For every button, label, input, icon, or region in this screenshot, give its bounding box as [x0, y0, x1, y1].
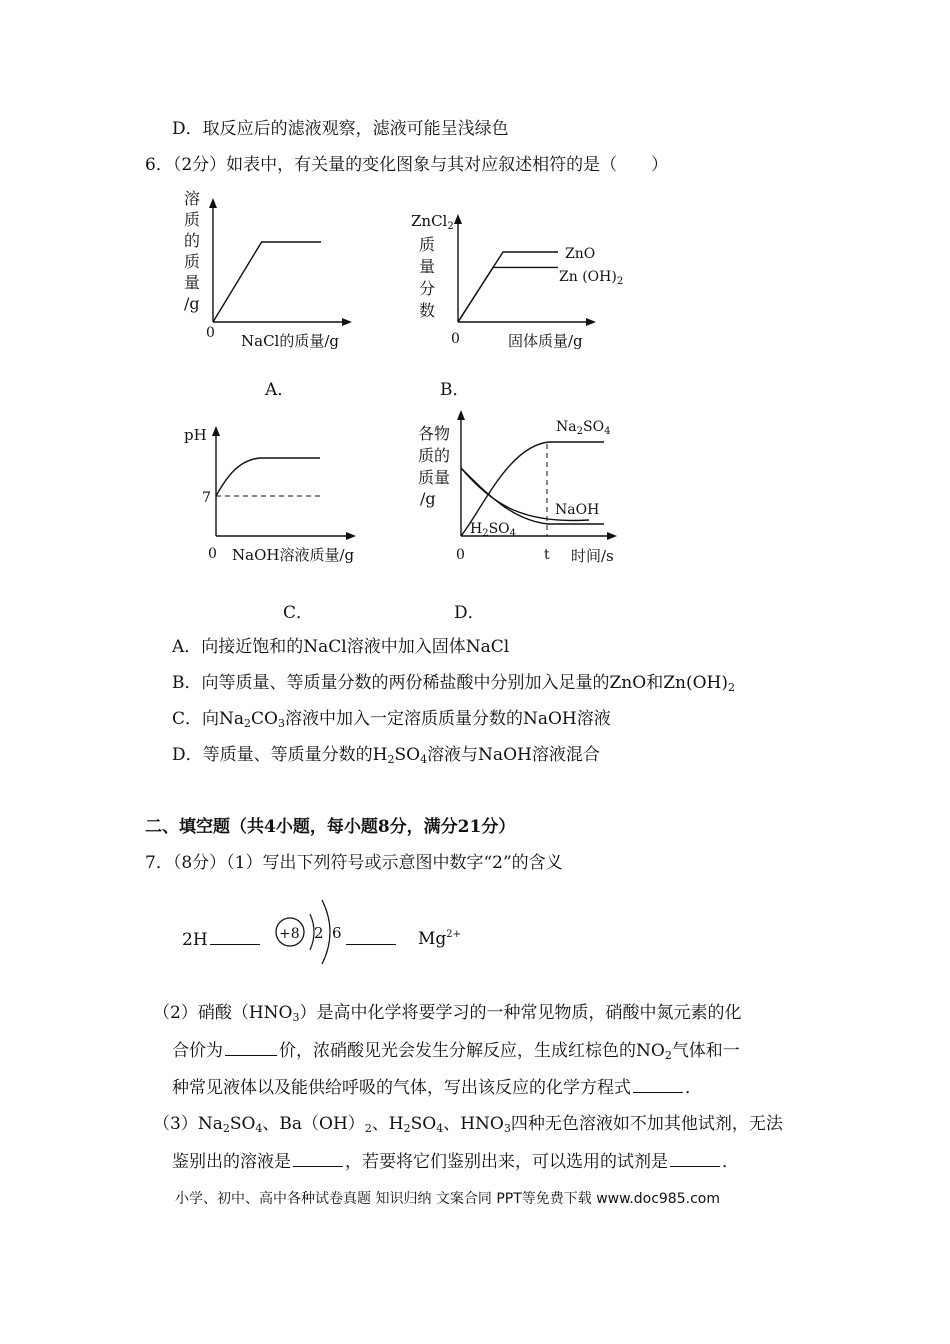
q7-symbol-2h: 2H — [182, 928, 262, 951]
chart-c-xlabel: NaOH溶液质量/g — [232, 546, 355, 564]
chart-c-ylabel: pH — [184, 426, 207, 444]
shell-1-electrons: 2 — [314, 924, 324, 942]
chart-d-ylabel-2: 质的 — [418, 446, 451, 465]
chart-a-ylabel-2: 质 — [184, 210, 201, 229]
chart-c-y7: 7 — [202, 490, 211, 506]
chart-a — [176, 184, 356, 354]
chart-b — [405, 204, 645, 354]
chart-c-caption: C． — [283, 603, 314, 623]
q6-stem: 6．（2分）如表中，有关量的变化图象与其对应叙述相符的是（ ） — [145, 155, 669, 175]
chart-c-y-arrow — [212, 426, 220, 436]
chart-a-ylabel-4: 质 — [184, 252, 201, 271]
q7-stem: 7．（8分）（1）写出下列符号或示意图中数字“2”的含义 — [145, 853, 563, 873]
chart-a-y-arrow — [209, 198, 217, 208]
chart-d-t-label: t — [544, 547, 550, 563]
chart-b-ylabel-5: 数 — [419, 301, 436, 320]
chart-b-xlabel: 固体质量/g — [508, 332, 583, 350]
chart-d-ylabel-1: 各物 — [418, 424, 451, 443]
q7-part3-line1: $(3)Na_2SO_4$、$Ba(OH)_2$、$H_2SO_4$、$HNO_3$四种无色溶液如不加其他试剂，无法 — [153, 1114, 783, 1135]
chart-a-ylabel-3: 的 — [184, 231, 201, 250]
chart-a-ylabel-6: /g — [184, 294, 200, 313]
chart-b-ylabel-2: 质 — [419, 235, 436, 254]
chart-b-x-arrow — [586, 318, 596, 326]
q6-option-b: B．向等质量、等质量分数的两份稀盐酸中分别加入足量的ZnO和$Zn(OH)_2$ — [172, 673, 735, 694]
chart-d-label-h2so4: $H_2SO_4$ — [470, 521, 517, 539]
chart-b-origin: 0 — [451, 331, 460, 347]
chart-b-series-zno — [458, 252, 558, 322]
chart-a-series-line — [213, 242, 321, 322]
chart-a-ylabel-1: 溶 — [184, 189, 201, 208]
chart-d-xlabel: 时间/s — [571, 547, 614, 565]
q7-part2-line2: 合价为 价，浓硝酸见光会发生分解反应，生成红棕色的$NO_2$气体和一 — [172, 1041, 740, 1062]
q7-symbol-mg: $Mg^{2+}$ — [418, 929, 462, 949]
chart-d-caption: D． — [454, 603, 485, 623]
q6-option-c: C．向$Na_2CO_3$溶液中加入一定溶质质量分数的NaOH溶液 — [172, 709, 611, 730]
chart-b-caption: B． — [440, 380, 470, 400]
q7-part3-line2: 鉴别出的溶液是 ，若要将它们鉴别出来，可以选用的试剂是 ． — [172, 1152, 739, 1172]
chart-c — [180, 418, 370, 568]
chart-a-x-arrow — [342, 318, 352, 326]
chart-d-origin: 0 — [456, 547, 465, 563]
shell-2-electrons: 6 — [332, 924, 342, 942]
q7-part2-line1: （2）硝酸$(HNO_3)$是高中化学将要学习的一种常见物质，硝酸中氮元素的化 — [153, 1003, 742, 1024]
q6-option-a: A．向接近饱和的NaCl溶液中加入固体NaCl — [172, 637, 510, 657]
q7-blank-atom — [344, 928, 398, 951]
chart-b-legend-znoh2: Zn $(OH)_2$ — [559, 269, 624, 287]
chart-b-legend-zno: ZnO — [565, 246, 596, 262]
chart-a-xlabel: NaCl的质量/g — [241, 332, 339, 350]
chart-c-x-arrow — [346, 532, 356, 540]
chart-d — [414, 406, 634, 574]
page-footer: 小学、初中、高中各种试卷真题 知识归纳 文案合同 PPT等免费下载 www.doc985.com — [175, 1191, 720, 1207]
chart-b-series-znoh2 — [458, 267, 558, 322]
q5-option-d: D．取反应后的滤液观察，滤液可能呈浅绿色 — [172, 119, 509, 139]
nucleus-charge: +8 — [279, 926, 300, 942]
chart-b-ylabel-4: 分 — [419, 279, 436, 298]
chart-b-y-arrow — [454, 214, 462, 224]
chart-c-origin: 0 — [208, 546, 217, 562]
q7-part2-line3: 种常见液体以及能供给呼吸的气体，写出该反应的化学方程式 ． — [172, 1078, 702, 1098]
chart-b-ylabel-3: 量 — [419, 257, 436, 276]
chart-d-label-na2so4: $Na_2SO_4$ — [556, 419, 611, 437]
section-2-title: 二、填空题（共4小题，每小题8分，满分21分） — [145, 817, 516, 837]
chart-a-origin: 0 — [206, 325, 215, 341]
q6-option-d: D．等质量、等质量分数的$H_2SO_4$溶液与NaOH溶液混合 — [172, 745, 600, 766]
chart-b-ylabel-1: ZnCl$_2$ — [411, 212, 454, 232]
chart-c-series-line — [216, 458, 320, 496]
chart-a-ylabel-5: 量 — [184, 273, 201, 292]
chart-d-ylabel-3: 质量 — [418, 468, 451, 487]
chart-a-caption: A． — [265, 380, 295, 400]
chart-d-ylabel-4: /g — [420, 489, 436, 508]
chart-d-label-naoh: NaOH — [555, 502, 600, 518]
chart-d-y-arrow — [457, 410, 465, 420]
chart-d-x-arrow — [607, 532, 617, 540]
